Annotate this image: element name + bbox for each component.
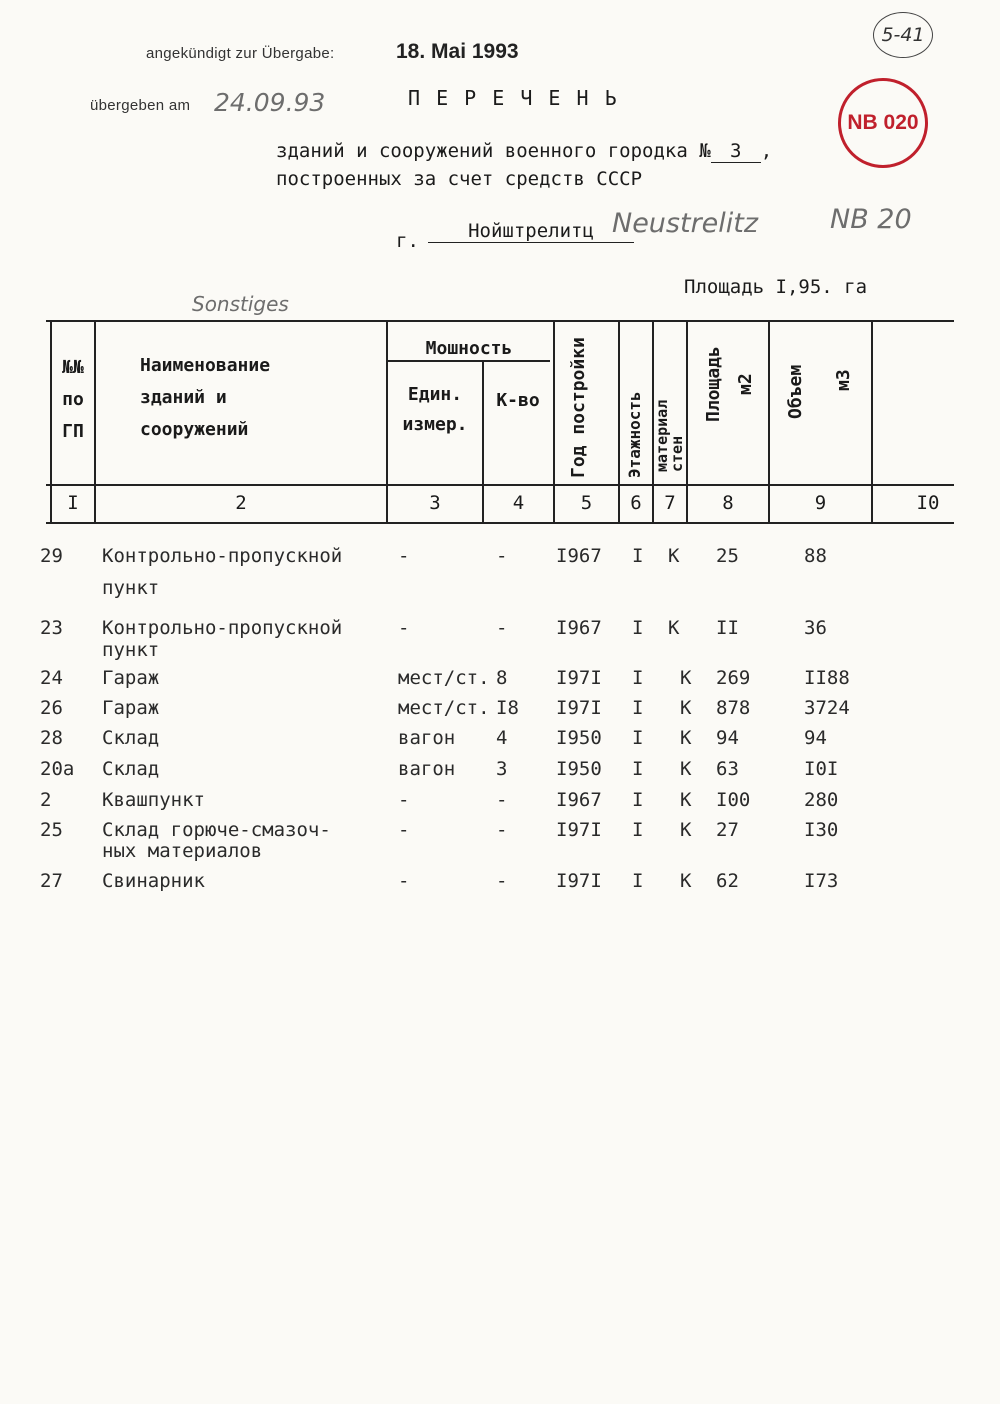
row-4-volume: 94 <box>804 727 827 749</box>
header-col-3-line-2: измер. <box>402 414 468 435</box>
row-6-name-1: Квашпункт <box>102 789 205 811</box>
row-7-material: К <box>680 819 692 841</box>
row-3-volume: 3724 <box>804 697 850 719</box>
col-number-7: 7 <box>664 492 676 514</box>
row-6-area: I00 <box>716 789 751 811</box>
row-7-name-2: ных материалов <box>102 840 263 862</box>
row-1-qty: - <box>496 617 508 639</box>
row-5-year: I950 <box>556 758 602 780</box>
row-7-area: 27 <box>716 819 739 841</box>
row-6-material: К <box>680 789 692 811</box>
row-7-qty: - <box>496 819 508 841</box>
header-col-1 <box>53 352 93 448</box>
row-2-area: 269 <box>716 667 751 689</box>
row-0-area: 25 <box>716 545 739 567</box>
row-0-floors: I <box>632 545 644 567</box>
city-name: Нойштрелитц <box>428 220 634 243</box>
row-6-volume: 280 <box>804 789 839 811</box>
table-header-divider <box>46 484 954 486</box>
col-number-1: I <box>67 492 79 514</box>
header-col-2-line-2: зданий и <box>140 387 227 408</box>
row-1-unit: - <box>398 617 410 639</box>
row-4-year: I950 <box>556 727 602 749</box>
row-3-qty: I8 <box>496 697 519 719</box>
row-0-name-1: Контрольно-пропускной <box>102 545 343 567</box>
row-5-unit: вагон <box>398 758 456 780</box>
row-0-material: К <box>668 545 680 567</box>
announced-date: 18. Mai 1993 <box>396 40 519 63</box>
city-prefix: г. <box>396 230 419 252</box>
row-7-unit: - <box>398 819 410 841</box>
row-6-floors: I <box>632 789 644 811</box>
row-4-area: 94 <box>716 727 739 749</box>
row-1-volume: 36 <box>804 617 827 639</box>
row-7-volume: I30 <box>804 819 839 841</box>
row-0-number: 29 <box>40 545 63 567</box>
header-col-2-line-3: сооружений <box>140 419 249 440</box>
row-4-qty: 4 <box>496 727 508 749</box>
row-1-number: 23 <box>40 617 63 639</box>
row-7-year: I97I <box>556 819 602 841</box>
row-3-unit: мест/ст. <box>398 697 490 719</box>
header-col-3-line-1: Един. <box>407 384 463 405</box>
row-2-qty: 8 <box>496 667 508 689</box>
row-2-floors: I <box>632 667 644 689</box>
city-code: NB 20 <box>830 204 912 235</box>
margin-note: Sonstiges <box>192 292 289 316</box>
table-number-divider <box>46 522 954 524</box>
header-col-9-line-1: Объем <box>785 364 806 420</box>
row-4-material: К <box>680 727 692 749</box>
header-col-7 <box>654 322 686 478</box>
row-4-unit: вагон <box>398 727 456 749</box>
row-0-unit: - <box>398 545 410 567</box>
row-8-volume: I73 <box>804 870 839 892</box>
col-number-9: 9 <box>814 492 827 514</box>
row-0-volume: 88 <box>804 545 827 567</box>
row-5-number: 20а <box>40 758 75 780</box>
header-col-2 <box>140 350 270 446</box>
row-5-floors: I <box>632 758 644 780</box>
header-col-4: К-во <box>496 390 540 411</box>
row-8-unit: - <box>398 870 410 892</box>
row-2-number: 24 <box>40 667 63 689</box>
row-5-name-1: Склад <box>102 758 160 780</box>
row-5-qty: 3 <box>496 758 508 780</box>
row-7-name-1: Склад горюче-смазоч- <box>102 819 331 841</box>
handed-date: 24.09.93 <box>214 88 326 117</box>
title-line-2: построенных за счет средств СССР <box>276 168 643 190</box>
col-number-4: 4 <box>512 492 525 514</box>
title-line-1 <box>276 140 772 163</box>
row-4-number: 28 <box>40 727 63 749</box>
row-0-name-2: пункт <box>102 577 160 599</box>
header-col-5: Год постройки <box>568 337 589 478</box>
row-7-floors: I <box>632 819 644 841</box>
row-2-material: К <box>680 667 692 689</box>
row-5-material: К <box>680 758 692 780</box>
header-col-1-line-3: ГП <box>62 421 84 442</box>
header-col-2-line-1: Наименование <box>140 355 271 376</box>
row-8-name-1: Свинарник <box>102 870 205 892</box>
corner-code: 5-41 <box>873 12 933 58</box>
row-3-name-1: Гараж <box>102 697 160 719</box>
header-col-7-line-2: стен <box>668 435 686 472</box>
row-2-name-1: Гараж <box>102 667 160 689</box>
power-divider <box>388 360 550 362</box>
row-8-area: 62 <box>716 870 739 892</box>
row-2-volume: II88 <box>804 667 850 689</box>
row-3-area: 878 <box>716 697 751 719</box>
row-5-volume: I0I <box>804 758 839 780</box>
area-total: Площадь I,95. га <box>684 276 868 298</box>
row-1-name-2: пункт <box>102 639 160 661</box>
row-2-year: I97I <box>556 667 602 689</box>
row-1-area: II <box>716 617 739 639</box>
header-col-8 <box>700 322 760 478</box>
header-col-7-line-1: материал <box>653 399 671 472</box>
row-4-name-1: Склад <box>102 727 160 749</box>
row-4-floors: I <box>632 727 644 749</box>
col-number-2: 2 <box>235 492 247 514</box>
col-number-5: 5 <box>580 492 593 514</box>
row-8-year: I97I <box>556 870 602 892</box>
title-line-1-suffix: , <box>760 140 773 162</box>
row-0-qty: - <box>496 545 508 567</box>
handed-label: übergeben am <box>90 97 191 114</box>
row-6-number: 2 <box>40 789 52 811</box>
header-col-1-line-1: №№ <box>62 357 84 378</box>
col-number-10: I0 <box>916 492 940 514</box>
row-0-year: I967 <box>556 545 602 567</box>
document-heading: П Е Р Е Ч Е Н Ь <box>408 86 619 110</box>
row-5-area: 63 <box>716 758 739 780</box>
col-number-8: 8 <box>722 492 734 514</box>
col-number-6: 6 <box>630 492 642 514</box>
row-6-unit: - <box>398 789 410 811</box>
row-8-material: К <box>680 870 692 892</box>
row-6-qty: - <box>496 789 508 811</box>
row-1-floors: I <box>632 617 644 639</box>
header-col-8-line-1: Площадь <box>703 346 724 422</box>
header-col-9-line-2: м3 <box>833 369 854 391</box>
row-8-floors: I <box>632 870 644 892</box>
header-col-6: Этажность <box>625 391 644 478</box>
header-col-9 <box>778 322 862 478</box>
header-col-3 <box>388 380 482 440</box>
row-1-year: I967 <box>556 617 602 639</box>
row-7-number: 25 <box>40 819 63 841</box>
red-stamp: NB 020 <box>838 78 928 168</box>
row-1-name-1: Контрольно-пропускной <box>102 617 343 639</box>
city-handwritten: Neustrelitz <box>612 208 759 239</box>
garrison-number: 3 <box>711 140 761 163</box>
row-6-year: I967 <box>556 789 602 811</box>
row-3-year: I97I <box>556 697 602 719</box>
announced-label: angekündigt zur Übergabe: <box>146 45 335 62</box>
row-3-number: 26 <box>40 697 63 719</box>
header-col-8-line-2: м2 <box>735 373 756 395</box>
col-number-3: 3 <box>429 492 441 514</box>
header-power: Мошность <box>425 338 513 359</box>
title-line-1-prefix: зданий и сооружений военного городка № <box>276 140 711 162</box>
row-1-material: К <box>668 617 680 639</box>
header-col-1-line-2: по <box>62 389 84 410</box>
row-8-qty: - <box>496 870 508 892</box>
row-3-floors: I <box>632 697 644 719</box>
row-8-number: 27 <box>40 870 63 892</box>
row-2-unit: мест/ст. <box>398 667 490 689</box>
row-3-material: К <box>680 697 692 719</box>
